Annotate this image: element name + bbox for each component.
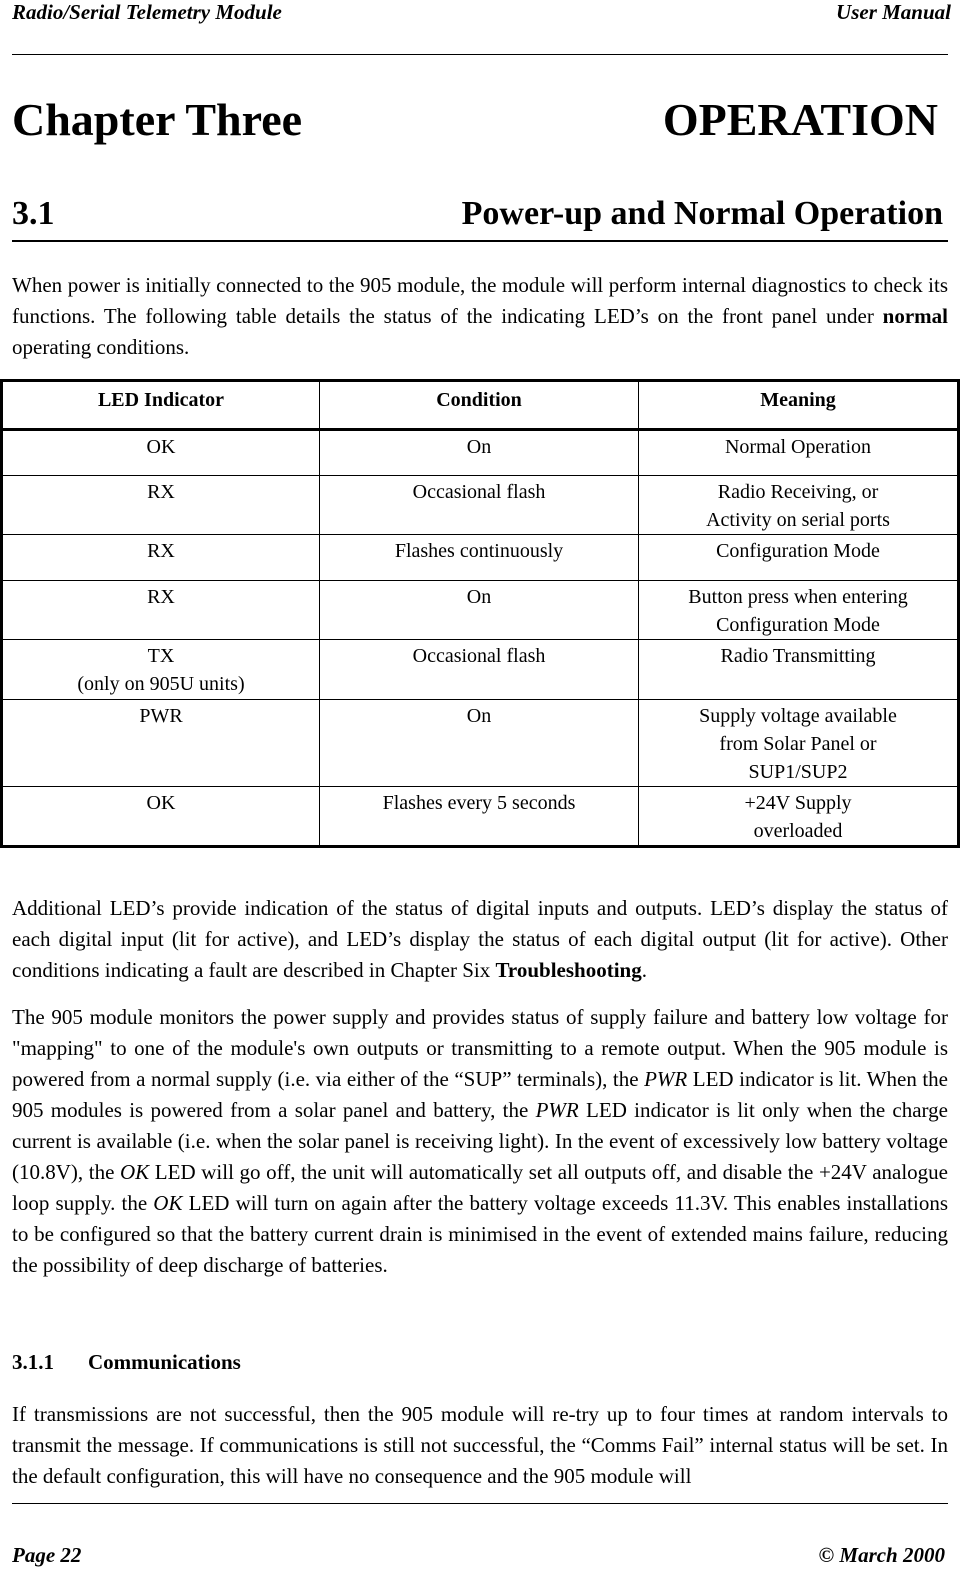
pwr-led-name: PWR <box>644 1067 688 1091</box>
paragraph-text: LED will turn on again after the battery voltage exceeds 11.3V. This enables installations to be configured so that the battery current drain is minimised in the event of extended mains failure, reducing the possibility of deep discharge of batteries. <box>12 1191 948 1277</box>
table-header-cell: Meaning <box>639 381 959 430</box>
power-monitor-paragraph <box>12 1002 948 1281</box>
paragraph-text: LED indicator is lit. When the 905 modules is powered from a solar panel and battery, the <box>12 1067 948 1122</box>
table-cell-led: TX (only on 905U units) <box>2 640 320 700</box>
table-header-cell: Condition <box>320 381 639 430</box>
paragraph-text: The 905 module monitors the power supply and provides status of supply failure and battery low voltage for "mapping" to one of the module's own outputs or transmitting to a remote output. When the 905 module is powered from a normal supply (i.e. via either of the “SUP” terminals), the <box>12 1005 948 1091</box>
subsection-number: 3.1.1 <box>12 1350 54 1374</box>
table-header-row <box>2 381 959 430</box>
table-cell-led: OK <box>2 430 320 476</box>
troubleshooting-reference: Troubleshooting <box>495 958 642 982</box>
chapter-number: Chapter Three <box>12 94 303 145</box>
table-header-cell: LED Indicator <box>2 381 320 430</box>
table-cell-condition: On <box>320 430 639 476</box>
section-rule <box>12 240 948 242</box>
running-header-title: Radio/Serial Telemetry Module <box>12 0 282 24</box>
running-header-doc-type: User Manual <box>836 0 951 24</box>
table-cell-condition: Flashes every 5 seconds <box>320 787 639 847</box>
table-cell-led: PWR <box>2 700 320 787</box>
table-cell-led: RX <box>2 581 320 640</box>
intro-text: When power is initially connected to the 905 module, the module will perform internal diagnostics to check its functions. The following table details the status of the indicating LED’s on the front panel under <box>12 273 948 328</box>
page-number: Page 22 <box>12 1543 82 1567</box>
ok-led-name: OK <box>153 1191 183 1215</box>
intro-bold-word: normal <box>882 304 948 328</box>
section-heading <box>12 193 943 235</box>
table-row <box>2 581 959 640</box>
intro-paragraph <box>12 270 948 363</box>
table-row <box>2 476 959 535</box>
header-rule <box>12 54 948 55</box>
paragraph-end: . <box>641 958 647 982</box>
table-row <box>2 787 959 847</box>
led-description-paragraph <box>12 893 948 986</box>
table-cell-led: OK <box>2 787 320 847</box>
paragraph-text: Additional LED’s provide indication of the status of digital inputs and outputs. LED’s display the status of each digital input (lit for active), and LED’s display the status of each digital output (lit for active). Other conditions indicating a fault are described in Chapter Six <box>12 896 948 982</box>
table-cell-meaning: Radio Receiving, or Activity on serial ports <box>639 476 959 535</box>
paragraph-text: LED indicator is lit only when the charge current is available (i.e. when the solar panel is receiving light). In the event of excessively low battery voltage (10.8V), the <box>12 1098 948 1184</box>
paragraph-text: LED will go off, the unit will automatically set all outputs off, and disable the +24V analogue loop supply. the <box>12 1160 948 1215</box>
table-cell-meaning: Normal Operation <box>639 430 959 476</box>
ok-led-name: OK <box>120 1160 150 1184</box>
subsection-heading <box>12 1346 241 1378</box>
subsection-title: Communications <box>88 1350 241 1374</box>
table-cell-condition: On <box>320 700 639 787</box>
footer-rule <box>12 1503 948 1504</box>
led-status-table <box>0 379 960 848</box>
table-cell-meaning: Supply voltage available from Solar Panel or SUP1/SUP2 <box>639 700 959 787</box>
table-cell-condition: Occasional flash <box>320 640 639 700</box>
table-row <box>2 700 959 787</box>
table-cell-led: RX <box>2 476 320 535</box>
intro-text-end: operating conditions. <box>12 335 190 359</box>
table-cell-meaning: Configuration Mode <box>639 535 959 581</box>
table-row <box>2 535 959 581</box>
copyright-date: © March 2000 <box>818 1543 945 1567</box>
table-cell-led: RX <box>2 535 320 581</box>
table-cell-meaning: Radio Transmitting <box>639 640 959 700</box>
chapter-title: OPERATION <box>662 94 938 145</box>
table-cell-meaning: Button press when entering Configuration Mode <box>639 581 959 640</box>
table-row <box>2 430 959 476</box>
table-cell-condition: On <box>320 581 639 640</box>
table-cell-condition: Occasional flash <box>320 476 639 535</box>
table-cell-condition: Flashes continuously <box>320 535 639 581</box>
communications-paragraph: If transmissions are not successful, then the 905 module will re-try up to four times at random intervals to transmit the message. If communications is still not successful, the “Comms Fail” internal status will be set. In the default configuration, this will have no consequence and the 905 module will <box>12 1402 948 1488</box>
section-title: Power-up and Normal Operation <box>461 195 943 232</box>
table-cell-meaning: +24V Supply overloaded <box>639 787 959 847</box>
pwr-led-name: PWR <box>535 1098 579 1122</box>
table-row <box>2 640 959 700</box>
chapter-heading <box>12 92 938 148</box>
section-number: 3.1 <box>12 195 55 232</box>
